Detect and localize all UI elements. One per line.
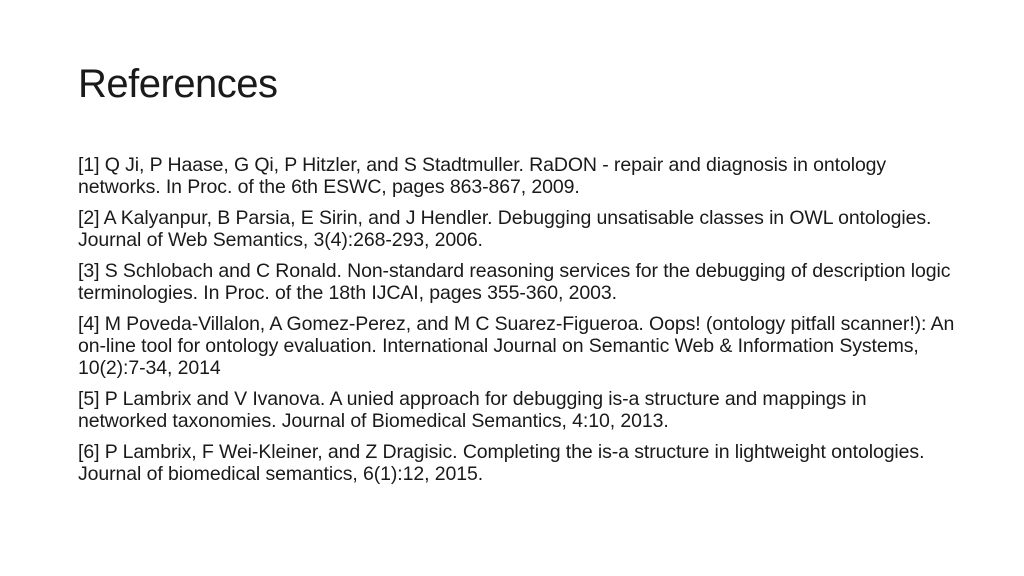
reference-item-6: [6] P Lambrix, F Wei-Kleiner, and Z Dragisic. Completing the is-a structure in lightweight ontologies. Journal of biomedical semantics, 6(1):12, 2015. <box>78 441 925 485</box>
reference-item-5: [5] P Lambrix and V Ivanova. A unied approach for debugging is-a structure and mappings in networked taxonomies. Journal of Biomedical Semantics, 4:10, 2013. <box>78 388 867 432</box>
reference-item-2: [2] A Kalyanpur, B Parsia, E Sirin, and J Hendler. Debugging unsatisable classes in OWL ontologies. Journal of Web Semantics, 3(4):268-293, 2006. <box>78 207 932 251</box>
reference-item-3: [3] S Schlobach and C Ronald. Non-standard reasoning services for the debugging of description logic terminologies. In Proc. of the 18th IJCAI, pages 355-360, 2003. <box>78 260 951 304</box>
slide-title: References <box>78 62 278 106</box>
reference-item-1: [1] Q Ji, P Haase, G Qi, P Hitzler, and S Stadtmuller. RaDON - repair and diagnosis in ontology networks. In Proc. of the 6th ESWC, pages 863-867, 2009. <box>78 154 887 198</box>
reference-item-4: [4] M Poveda-Villalon, A Gomez-Perez, and M C Suarez-Figueroa. Oops! (ontology pitfall scanner!): An on-line tool for ontology evaluation. International Journal on Semantic Web & Information Systems, 10(2):7-34, 2014 <box>78 313 955 379</box>
reference-list <box>78 154 958 494</box>
